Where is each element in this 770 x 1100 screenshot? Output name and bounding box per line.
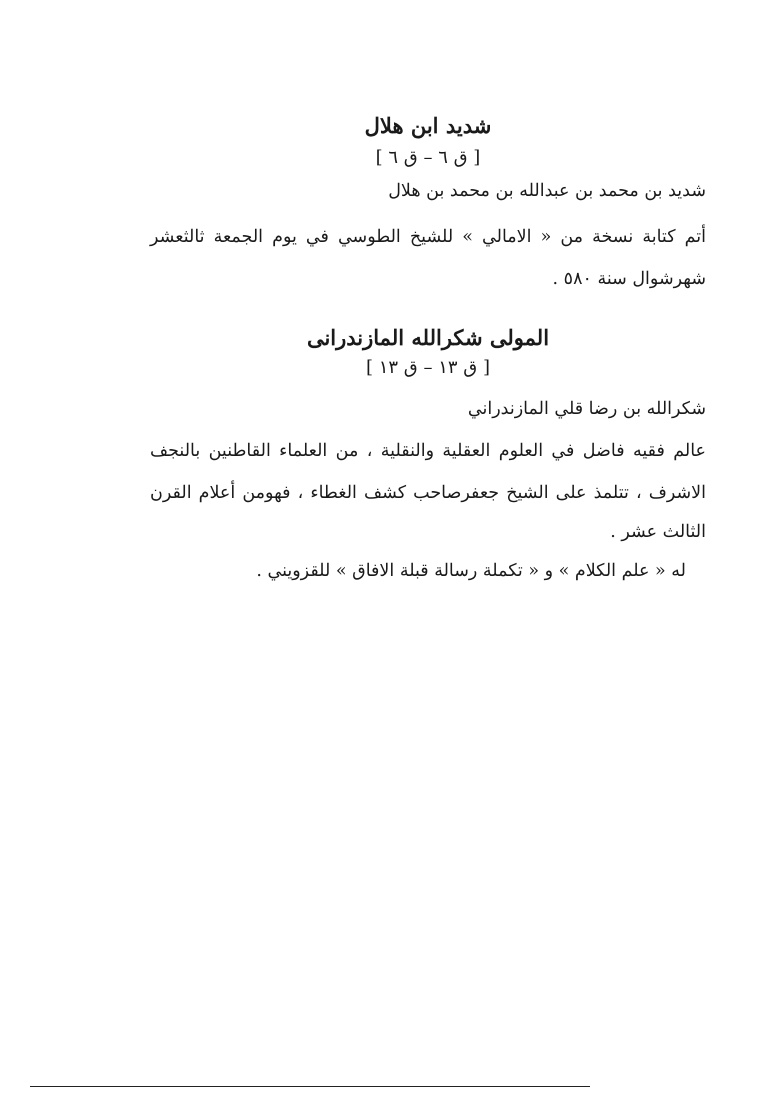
entry-name-line: شكرالله بن رضا قلي المازندراني [467,399,706,419]
entry-body-line: شهرشوال سنة ٥٨٠ . [552,269,706,289]
entry-body-line: الاشرف ، تتلمذ على الشيخ جعفرصاحب كشف الغطاء ، فهومن أعلام القرن [150,483,706,503]
entry-body-line: الثالث عشر . [610,522,706,542]
entry-body-line: له « علم الكلام » و « تكملة رسالة قبلة الافاق » للقزويني . [256,561,686,581]
entry-title: المولى شكرالله المازندرانى [306,325,550,350]
entry-dates: [ ق ١٣ – ق ١٣ ] [365,357,490,378]
entry-body-line: أتم كتابة نسخة من « الامالي » للشيخ الطوسي في يوم الجمعة ثالثعشر [150,227,706,247]
entry-body-line: عالم فقيه فاضل في العلوم العقلية والنقلية ، من العلماء القاطنين بالنجف [150,441,706,461]
entry-dates: [ ق ٦ – ق ٦ ] [375,147,481,168]
entry-title: شديد ابن هلال [364,113,492,138]
footer-rule [30,1086,590,1087]
entry-name-line: شديد بن محمد بن عبدالله بن محمد بن هلال [388,181,706,201]
